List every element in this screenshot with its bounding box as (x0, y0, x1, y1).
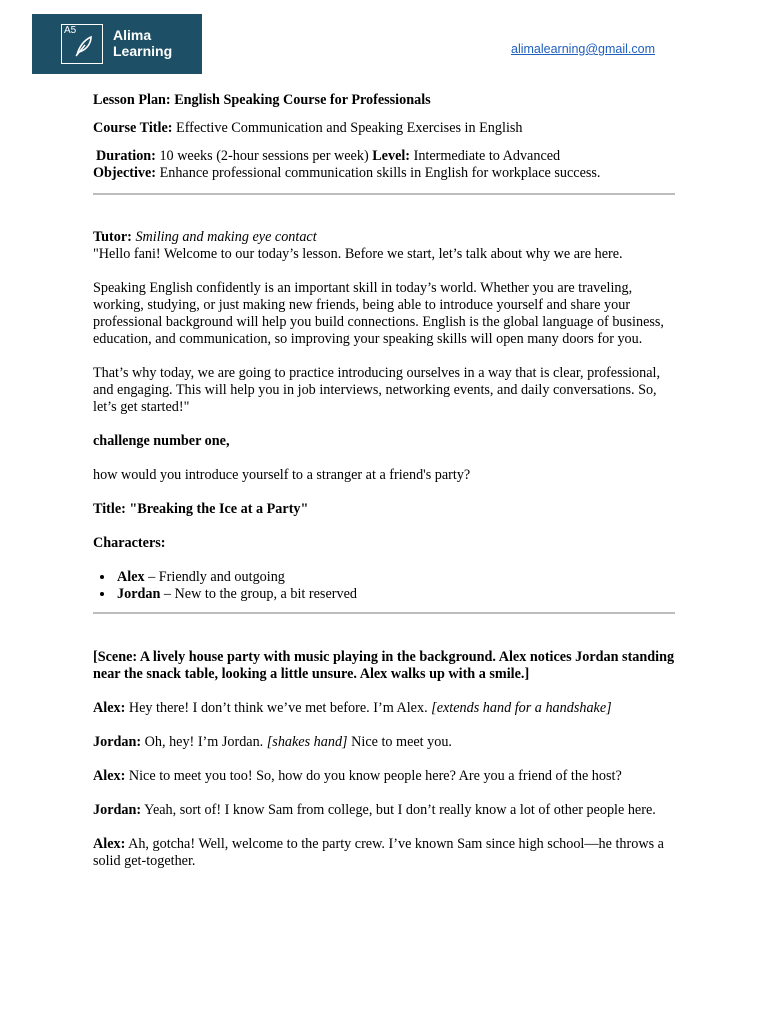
course-title-label: Course Title: (93, 120, 173, 136)
dialogue-text: Nice to meet you too! So, how do you know people here? Are you a friend of the host? (125, 768, 622, 784)
characters-label: Characters: (93, 535, 166, 551)
logo-badge: A5 (64, 25, 77, 36)
feather-icon (74, 35, 94, 57)
dialogue-text: Hey there! I don’t think we’ve met before. I’m Alex. (125, 700, 432, 716)
character-desc: – New to the group, a bit reserved (160, 586, 357, 602)
duration-value: 10 weeks (2-hour sessions per week) (155, 148, 373, 164)
tutor-greeting: "Hello fani! Welcome to our today’s lesson. Before we start, let’s talk about why we are here. (93, 246, 623, 262)
dialogue-line (93, 836, 678, 870)
dialogue-text: Oh, hey! I’m Jordan. (141, 734, 267, 750)
logo-mark (61, 24, 103, 64)
email-link[interactable]: alimalearning@gmail.com (511, 42, 655, 56)
logo-name: Alima Learning (113, 27, 173, 59)
dialogue-line (93, 700, 678, 717)
dialogue-line (93, 802, 678, 819)
stage-direction: [shakes hand] (266, 734, 348, 750)
speaker-name: Jordan: (93, 734, 142, 750)
tutor-label: Tutor: (93, 229, 132, 245)
roleplay-title: Title: "Breaking the Ice at a Party" (93, 501, 309, 517)
dialogue-text: Nice to meet you. (347, 734, 452, 750)
dialogue-text: Ah, gotcha! Well, welcome to the party crew. I’ve known Sam since high school—he throws a solid get-together. (93, 836, 664, 869)
tutor-paragraph-2: That’s why today, we are going to practice introducing ourselves in a way that is clear, professional, and engaging. This will help you in job interviews, networking events, and daily conversations. So, let’s get started!" (93, 365, 661, 415)
document-body (93, 92, 678, 870)
dialogue-line (93, 734, 678, 751)
speaker-name: Alex: (93, 768, 126, 784)
challenge-question: how would you introduce yourself to a stranger at a friend's party? (93, 467, 471, 483)
course-title-value: Effective Communication and Speaking Exercises in English (172, 120, 523, 136)
challenge-heading: challenge number one, (93, 433, 230, 449)
company-logo (32, 14, 202, 74)
course-title-line (93, 120, 678, 137)
scene-description: [Scene: A lively house party with music playing in the background. Alex notices Jordan standing near the snack table, looking a little unsure. Alex walks up with a smile.] (93, 649, 675, 682)
character-name: Alex (117, 569, 145, 585)
duration-label: Duration: (96, 148, 156, 164)
character-desc: – Friendly and outgoing (144, 569, 285, 585)
list-item (115, 569, 678, 586)
lesson-plan-title: Lesson Plan: English Speaking Course for Professionals (93, 92, 431, 108)
duration-level-line (93, 148, 678, 165)
dialogue-text: Yeah, sort of! I know Sam from college, but I don’t really know a lot of other people here. (141, 802, 656, 818)
speaker-name: Jordan: (93, 802, 142, 818)
level-label: Level: (372, 148, 411, 164)
objective-value: Enhance professional communication skills in English for workplace success. (156, 165, 601, 181)
list-item (115, 586, 678, 603)
speaker-name: Alex: (93, 700, 126, 716)
character-name: Jordan (117, 586, 161, 602)
objective-line (93, 165, 678, 182)
divider (93, 193, 675, 195)
objective-label: Objective: (93, 165, 157, 181)
characters-list (93, 569, 678, 603)
dialogue-line (93, 768, 678, 785)
level-value: Intermediate to Advanced (410, 148, 561, 164)
speaker-name: Alex: (93, 836, 126, 852)
tutor-paragraph-1: Speaking English confidently is an important skill in today’s world. Whether you are traveling, working, studying, or just making new friends, being able to introduce yourself and share your professional background will help you build connections. English is the global language of business, education, and communication, so improving your speaking skills will open many doors for you. (93, 280, 664, 347)
divider (93, 612, 675, 614)
tutor-action: Smiling and making eye contact (135, 229, 317, 245)
stage-direction: [extends hand for a handshake] (431, 700, 612, 716)
tutor-line (93, 229, 678, 246)
